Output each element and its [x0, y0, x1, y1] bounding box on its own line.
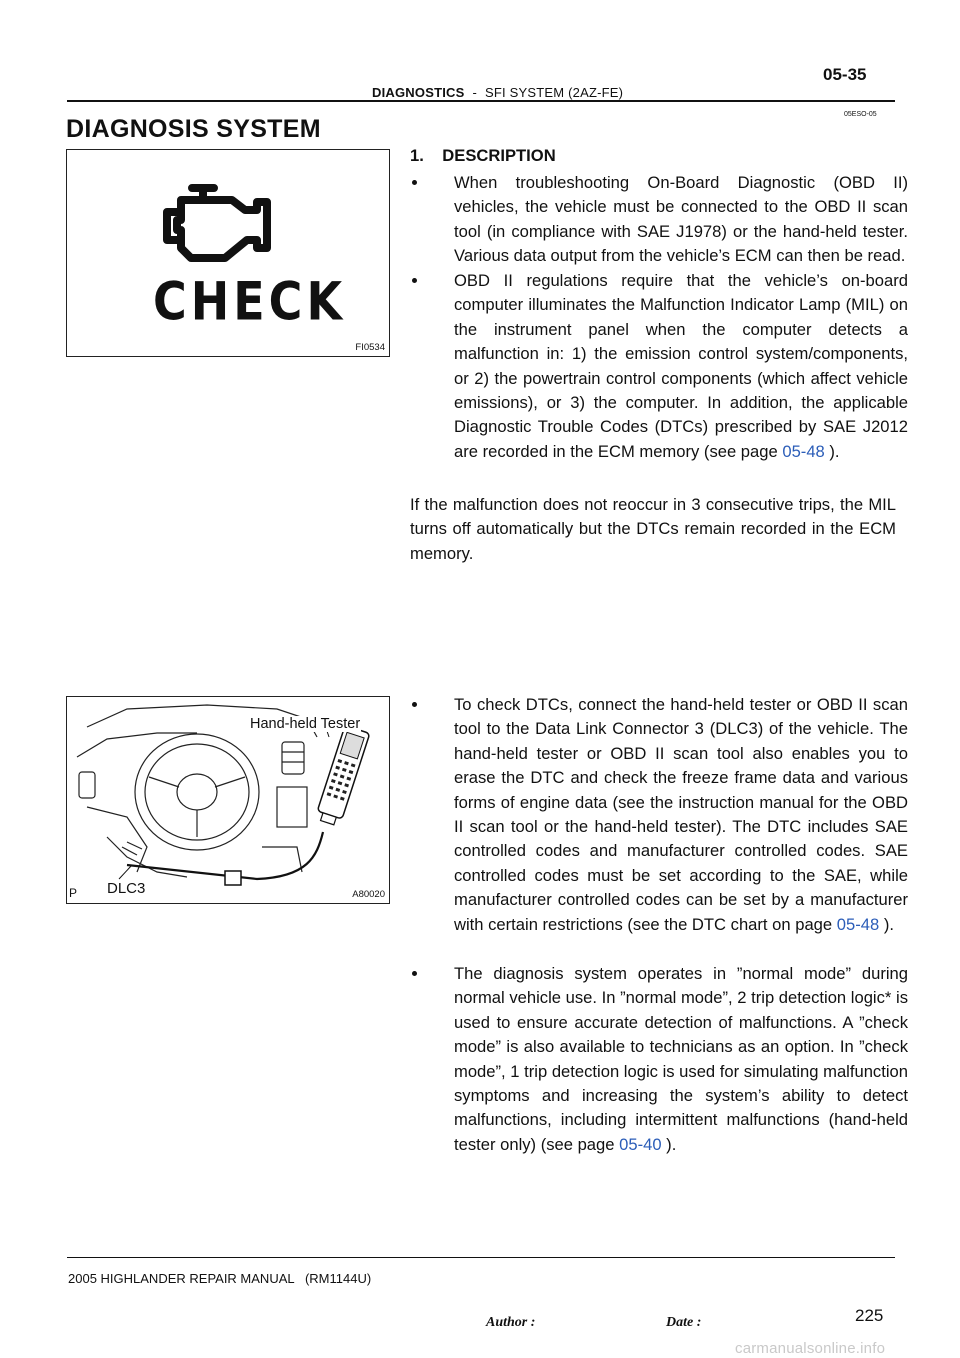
header-subsection: SFI SYSTEM (2AZ-FE) [485, 85, 624, 100]
footer-page-number: 225 [855, 1306, 884, 1325]
header-page-number: 05-35 [823, 65, 867, 84]
bullet-text [454, 693, 908, 937]
page-link-05-40[interactable]: 05-40 [619, 1134, 662, 1154]
dlc3-label: DLC3 [107, 880, 146, 897]
page-link-05-48[interactable]: 05-48 [836, 914, 880, 934]
bullet-text-b: ). [879, 914, 894, 934]
description-heading: 1. DESCRIPTION [410, 146, 556, 165]
footer-manual-title: 2005 HIGHLANDER REPAIR MANUAL (RM1144U) [68, 1271, 372, 1286]
bullet-text-b: ). [661, 1134, 677, 1154]
header-dash: - [472, 85, 478, 100]
check-label: CHECK [153, 270, 347, 333]
bullet-dot [412, 971, 417, 976]
bullet-dot [412, 702, 417, 707]
bullet-text-a: To check DTCs, connect the hand-held tester or OBD II scan tool to the Data Link Connector 3 (DLC3) of the vehicle. The hand-held tester or OBD II scan tool also enables you to erase the DTC and check the freeze frame data and various forms of engine data (see the instruction manual for the OBD II scan tool or the hand-held tester). The DTC includes SAE controlled codes and manufacturer controlled codes. SAE controlled codes must be set according to the SAE, while manufacturer controlled codes can be set by a manufacturer with certain restrictions (see the DTC chart on page [454, 695, 908, 934]
tester-connection-figure [66, 696, 390, 904]
header-section: DIAGNOSTICS [372, 85, 465, 100]
figure-code: FI0534 [355, 342, 385, 353]
running-header [372, 85, 623, 100]
bullet-text: When troubleshooting On-Board Diagnostic (OBD II) vehicles, the vehicle must be connected to the OBD II scan tool (in compliance with SAE J1978) or the hand-held tester. Various data output from the vehicle’s ECM can then be read. [454, 173, 908, 266]
bullet-text-a: OBD II regulations require that the vehicle’s on-board computer illuminates the Malfunction Indicator Lamp (MIL) on the instrument panel when the computer detects a malfunction in: 1) the emission control system/components, or 2) the powertrain control components (which affect vehicle emissions), or 3) the computer. In addition, the applicable Diagnostic Trouble Codes (DTCs) prescribed by SAE J2012 are recorded in the ECM memory (see page [454, 271, 908, 461]
bullet-text [454, 962, 908, 1157]
date-label: Date : [666, 1315, 702, 1330]
check-engine-figure [66, 149, 390, 357]
bullet-text-b: ). [824, 441, 840, 461]
page-link-05-48[interactable]: 05-48 [782, 441, 825, 461]
figure-code: A80020 [352, 889, 385, 900]
tester-label: Hand-held Tester [250, 716, 361, 732]
bullet-text [454, 269, 908, 464]
author-label: Author : [486, 1315, 536, 1330]
footer-rule [67, 1257, 895, 1258]
document-code: 05ESO-05 [844, 111, 877, 118]
watermark: carmanualsonline.info [735, 1340, 886, 1357]
page-title: DIAGNOSIS SYSTEM [66, 115, 321, 143]
header-rule [67, 100, 895, 102]
bullet-dot [412, 278, 417, 283]
paragraph-mil-off: If the malfunction does not reoccur in 3 consecutive trips, the MIL turns off automatically but the DTCs remain recorded in the ECM memory. [410, 495, 896, 563]
bullet-dot [412, 180, 417, 185]
corner-mark: P [69, 886, 78, 900]
bullet-text-a: The diagnosis system operates in ”normal mode” during normal vehicle use. In ”normal mode”, 2 trip detection logic* is used to ensure accurate detection of malfunctions. A ”check mode” is also available to technicians as an option. In ”check mode”, 1 trip detection logic is used for simulating malfunction symptoms and increasing the system’s ability to detect malfunctions, including intermittent malfunctions (hand-held tester only) (see page [454, 964, 908, 1154]
